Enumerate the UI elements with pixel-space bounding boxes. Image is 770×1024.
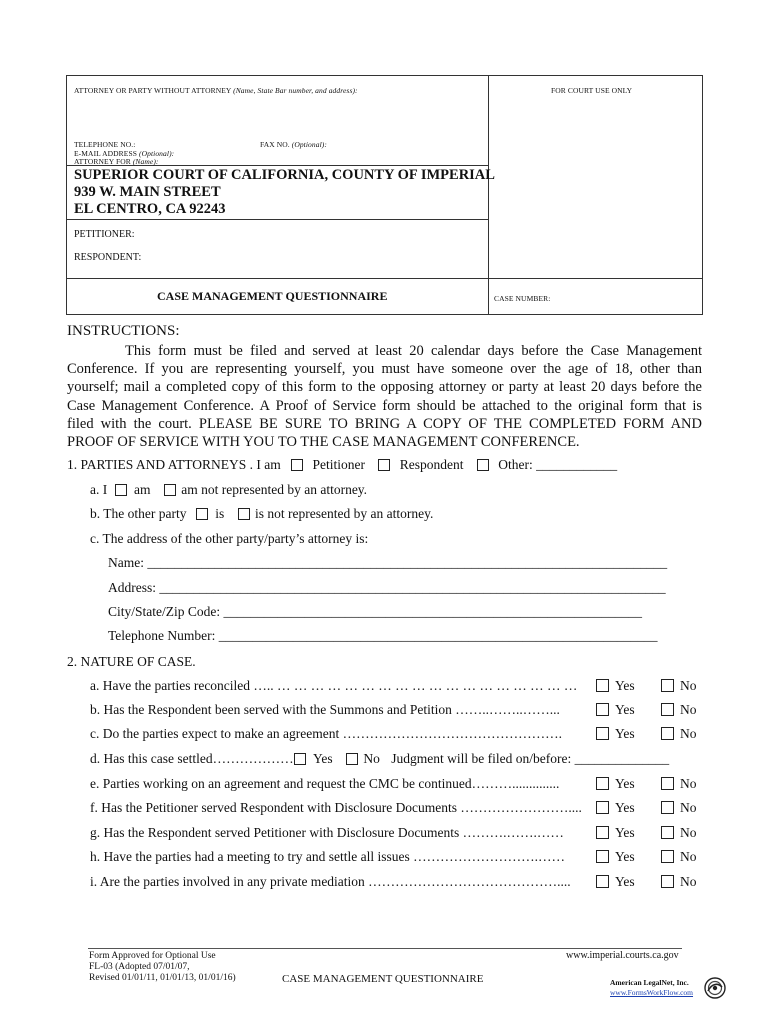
- section1-b: b. The other party is is not represented by an attorney.: [90, 506, 434, 521]
- question-i: i. Are the parties involved in any private mediation ……………………………………....: [90, 874, 571, 889]
- represented-am-checkbox[interactable]: [115, 484, 127, 496]
- court-bottom-rule: [66, 219, 488, 220]
- form-title: CASE MANAGEMENT QUESTIONNAIRE: [157, 289, 388, 303]
- no-label: No: [680, 702, 697, 717]
- petitioner-checkbox[interactable]: [291, 459, 303, 471]
- question-b: b. Has the Respondent been served with the Summons and Petition ……..……..……...: [90, 702, 560, 717]
- yes-label: Yes: [615, 800, 635, 815]
- question-a: a. Have the parties reconciled ….. … … … … … … … … … … … … … … … … … …: [90, 678, 578, 693]
- question-e-yes-checkbox[interactable]: [596, 777, 609, 790]
- section2-heading: 2. NATURE OF CASE.: [67, 654, 196, 669]
- caption-divider: [488, 75, 489, 315]
- question-i-no-checkbox[interactable]: [661, 875, 674, 888]
- question-e: e. Parties working on an agreement and request the CMC be continued………..............: [90, 776, 560, 791]
- instructions-body: [67, 342, 702, 451]
- question-a-no-checkbox[interactable]: [661, 679, 674, 692]
- title-top-rule: [66, 278, 703, 279]
- fax-label: FAX NO. (Optional):: [260, 140, 327, 149]
- question-i-yes-checkbox[interactable]: [596, 875, 609, 888]
- globe-logo-icon: [704, 977, 726, 999]
- footer-title: CASE MANAGEMENT QUESTIONNAIRE: [282, 973, 484, 985]
- question-g-no-checkbox[interactable]: [661, 826, 674, 839]
- other-party-address-field[interactable]: Address: ___________________________________________________________________________: [108, 580, 666, 595]
- yes-label: Yes: [615, 776, 635, 791]
- no-label: No: [680, 849, 697, 864]
- question-f-no-checkbox[interactable]: [661, 801, 674, 814]
- attorney-label: ATTORNEY OR PARTY WITHOUT ATTORNEY (Name, State Bar number, and address):: [74, 86, 358, 95]
- other-checkbox[interactable]: [477, 459, 489, 471]
- instructions-line: filed with the court. PLEASE BE SURE TO BRING A COPY OF THE COMPLETED FORM AND: [67, 415, 702, 432]
- question-h-yes-checkbox[interactable]: [596, 850, 609, 863]
- question-d-yes-checkbox[interactable]: [294, 753, 306, 765]
- question-b-no-checkbox[interactable]: [661, 703, 674, 716]
- instructions-line: Conference. If you are representing yourself, you must have someone over the age of 18, other than: [67, 361, 702, 378]
- attorney-for-label: ATTORNEY FOR (Name):: [74, 157, 159, 166]
- represented-am-not-checkbox[interactable]: [164, 484, 176, 496]
- no-label: No: [680, 776, 697, 791]
- other-party-is-not-checkbox[interactable]: [238, 508, 250, 520]
- telephone-label: TELEPHONE NO.:: [74, 140, 136, 149]
- footer-left: Form Approved for Optional Use FL-03 (Adopted 07/01/07, Revised 01/01/11, 01/01/13, 01/01/16): [89, 951, 236, 983]
- respondent-checkbox[interactable]: [378, 459, 390, 471]
- footer-rule: [88, 948, 682, 949]
- petitioner-label: PETITIONER:: [74, 229, 135, 240]
- question-b-yes-checkbox[interactable]: [596, 703, 609, 716]
- no-label: No: [680, 874, 697, 889]
- no-label: No: [680, 678, 697, 693]
- question-c-no-checkbox[interactable]: [661, 727, 674, 740]
- no-label: No: [680, 726, 697, 741]
- yes-label: Yes: [615, 678, 635, 693]
- other-party-name-field[interactable]: Name: _____________________________________________________________________________: [108, 555, 668, 570]
- judgment-date-field[interactable]: Judgment will be filed on/before: ______________: [391, 751, 670, 766]
- no-label: No: [680, 800, 697, 815]
- instructions-line: This form must be filed and served at least 20 calendar days before the Case Management: [125, 343, 702, 359]
- question-f-yes-checkbox[interactable]: [596, 801, 609, 814]
- respondent-label: RESPONDENT:: [74, 252, 142, 263]
- no-label: No: [680, 825, 697, 840]
- other-party-city-field[interactable]: City/State/Zip Code: ______________________________________________________________: [108, 604, 642, 619]
- legalnet-name: American LegalNet, Inc.: [610, 978, 689, 987]
- section1-heading: 1. PARTIES AND ATTORNEYS . I am Petitioner Respondent Other: ____________: [67, 457, 618, 472]
- question-h: h. Have the parties had a meeting to try and settle all issues ……………………….……: [90, 849, 566, 864]
- question-d-no-checkbox[interactable]: [346, 753, 358, 765]
- workflow-link[interactable]: www.FormsWorkFlow.com: [610, 988, 694, 997]
- question-f: f. Has the Petitioner served Respondent with Disclosure Documents ……………………....: [90, 800, 582, 815]
- question-a-yes-checkbox[interactable]: [596, 679, 609, 692]
- case-number-label: CASE NUMBER:: [494, 294, 551, 303]
- instructions-line: yourself; mail a completed copy of this form to the opposing attorney or party at least 20 days before the: [67, 379, 702, 396]
- section1-a: a. I am am not represented by an attorney.: [90, 482, 368, 497]
- footer-website: www.imperial.courts.ca.gov: [566, 950, 679, 961]
- yes-label: Yes: [615, 825, 635, 840]
- yes-label: Yes: [615, 874, 635, 889]
- court-street: 939 W. MAIN STREET: [74, 184, 221, 200]
- question-d: d. Has this case settled……………… Yes No Judgment will be filed on/before: ______________: [90, 751, 670, 766]
- question-h-no-checkbox[interactable]: [661, 850, 674, 863]
- instructions-heading: INSTRUCTIONS:: [67, 323, 180, 339]
- question-g: g. Has the Respondent served Petitioner with Disclosure Documents ……….…….……: [90, 825, 564, 840]
- yes-label: Yes: [615, 702, 635, 717]
- yes-label: Yes: [615, 726, 635, 741]
- email-label: E-MAIL ADDRESS (Optional):: [74, 149, 175, 158]
- instructions-line: PROOF OF SERVICE WITH YOU TO THE CASE MANAGEMENT CONFERENCE.: [67, 434, 580, 451]
- court-use-label: FOR COURT USE ONLY: [551, 86, 633, 95]
- question-g-yes-checkbox[interactable]: [596, 826, 609, 839]
- other-party-phone-field[interactable]: Telephone Number: _________________________________________________________________: [108, 628, 658, 643]
- question-e-no-checkbox[interactable]: [661, 777, 674, 790]
- court-city: EL CENTRO, CA 92243: [74, 201, 226, 217]
- section1-c: c. The address of the other party/party’s attorney is:: [90, 531, 369, 546]
- yes-label: Yes: [615, 849, 635, 864]
- question-c: c. Do the parties expect to make an agreement ………………………………………….: [90, 726, 563, 741]
- instructions-line: Case Management Conference. A Proof of Service form should be attached to the original form that is: [67, 397, 702, 414]
- other-party-is-checkbox[interactable]: [196, 508, 208, 520]
- legalnet-badge: [603, 975, 727, 1001]
- question-c-yes-checkbox[interactable]: [596, 727, 609, 740]
- court-name: SUPERIOR COURT OF CALIFORNIA, COUNTY OF IMPERIAL: [74, 167, 495, 183]
